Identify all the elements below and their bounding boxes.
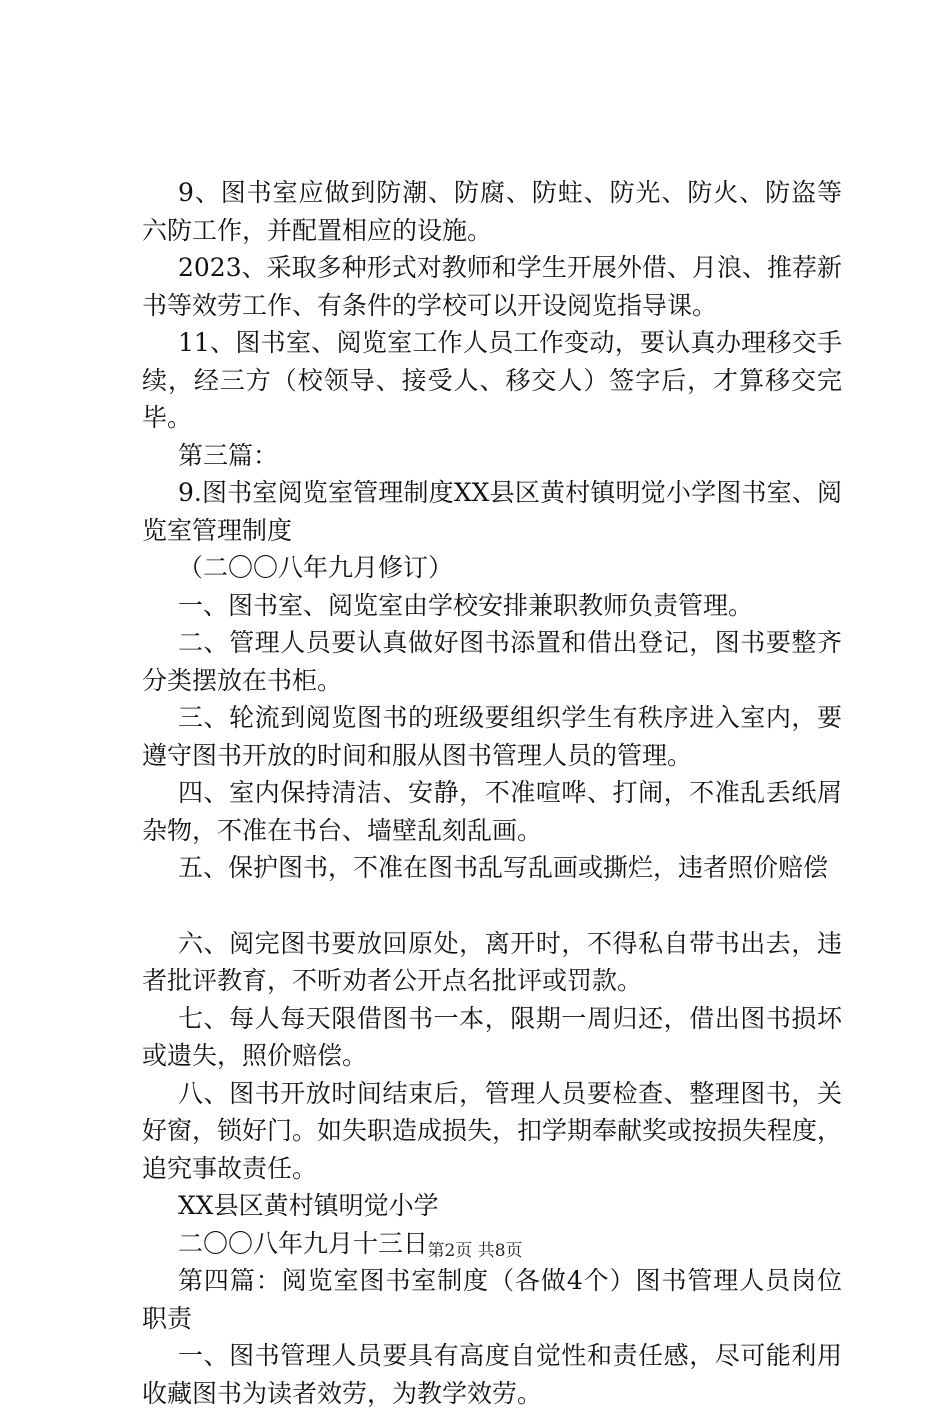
document-title: 9.图书室阅览室管理制度XX县区黄村镇明觉小学图书室、阅览室管理制度 <box>142 478 842 545</box>
rule-4: 四、室内保持清洁、安静，不准喧哗、打闹，不准乱丢纸屑杂物，不准在书台、墙壁乱刻乱画。 <box>142 778 842 845</box>
body-text <box>142 174 842 1412</box>
rule-5: 五、保护图书，不准在图书乱写乱画或撕烂，违者照价赔偿 <box>178 853 829 882</box>
section-heading-4: 第四篇：阅览室图书室制度（各做4个）图书管理人员岗位职责 <box>142 1266 842 1333</box>
duty-1: 一、图书管理人员要具有高度自觉性和责任感，尽可能利用收藏图书为读者效劳，为教学效劳。 <box>142 1341 842 1408</box>
signature-school: XX县区黄村镇明觉小学 <box>178 1191 439 1220</box>
rule-1: 一、图书室、阅览室由学校安排兼职教师负责管理。 <box>178 590 754 620</box>
signature-date: 二〇〇八年九月十三日 <box>178 1228 429 1258</box>
section-heading-3: 第三篇： <box>178 440 279 470</box>
paragraph-item-9: 9、图书室应做到防潮、防腐、防蛀、防光、防火、防盗等六防工作，并配置相应的设施。 <box>142 178 842 245</box>
rule-7: 七、每人每天限借图书一本，限期一周归还，借出图书损坏或遗失，照价赔偿。 <box>142 1003 842 1070</box>
rule-3: 三、轮流到阅览图书的班级要组织学生有秩序进入室内，要遵守图书开放的时间和服从图书管理人员的管理。 <box>142 703 842 770</box>
revision-note: （二〇〇八年九月修订） <box>178 553 454 582</box>
rule-2: 二、管理人员要认真做好图书添置和借出登记，图书要整齐分类摆放在书柜。 <box>142 628 842 695</box>
rule-6: 六、阅完图书要放回原处，离开时，不得私自带书出去，违者批评教育，不听劝者公开点名批评或罚款。 <box>142 928 842 995</box>
paragraph-item-11: 11、图书室、阅览室工作人员工作变动，要认真办理移交手续，经三方（校领导、接受人、移交人）签字后，才算移交完毕。 <box>142 328 842 432</box>
rule-8: 八、图书开放时间结束后，管理人员要检查、整理图书，关好窗，锁好门。如失职造成损失，扣学期奉献奖或按损失程度，追究事故责任。 <box>142 1078 843 1183</box>
paragraph-item-10: 2023、采取多种形式对教师和学生开展外借、月浪、推荐新书等效劳工作、有条件的学校可以开设阅览指导课。 <box>142 253 842 320</box>
blank-line <box>142 887 842 925</box>
page-footer: 第2页 共8页 <box>427 1241 523 1261</box>
